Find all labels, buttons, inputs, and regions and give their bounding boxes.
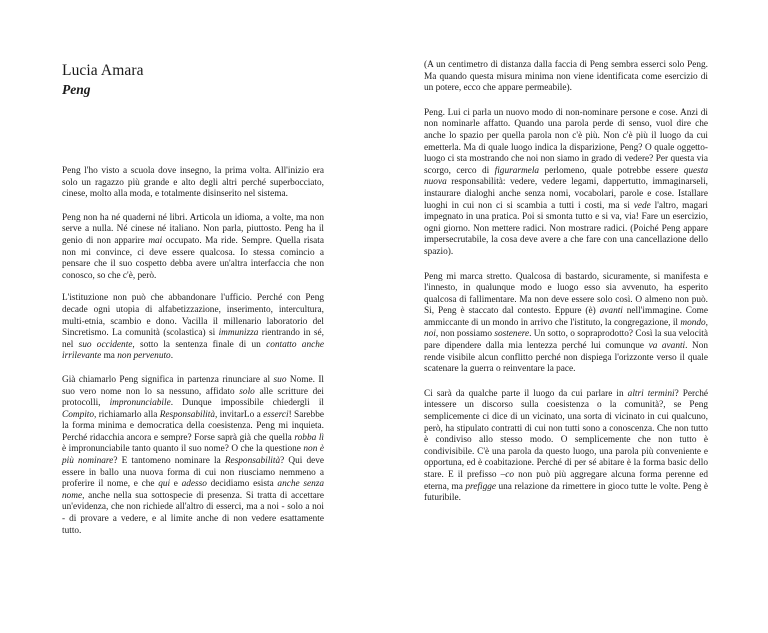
italic-run: Responsabilità: [224, 456, 281, 467]
right-paragraph-3: [424, 272, 708, 376]
text-run: L'istituzione non può che abbandonare l'ufficio. Perché con Peng decade ogni utopia di alfabetizzazione, inserimento, intercultura, multi-etnia, scambio e dono. Vacilla il millenario laboratorio del Sincretismo. La comunità (scolastica) si: [62, 293, 324, 339]
text-run: Nome. Il suo vero nome non lo sa nessuno, affidato: [62, 374, 324, 397]
italic-run: anche senza nome: [62, 479, 324, 501]
text-run: perlomeno, quale potrebbe essere: [539, 165, 684, 176]
italic-run: non pervenuto: [117, 351, 171, 362]
text-run: non può più aggregare alcuna forma perenne ed eterna, ma: [424, 470, 708, 492]
text-run: decidiamo esista: [206, 479, 278, 490]
right-page: [384, 0, 768, 633]
italic-run: suo occidente: [78, 339, 133, 350]
italic-run: robba lì: [294, 432, 324, 443]
text-run: è impronunciabile tanto quanto il suo nome? O che la questione: [62, 444, 304, 455]
text-run: ma: [101, 351, 118, 362]
text-run: . Non rende visibile alcun conflitto perché non dispiega l'orizzonte verso il quale scatenare la guerra o reinventare la pace.: [424, 341, 708, 375]
text-run: Peng non ha né quaderni né libri. Articola un idioma, a volte, ma non serve a nulla. Né cinese né italiano. Non parla, piuttosto. Peng ha il genio di non apparire: [62, 212, 324, 246]
italic-run: suo: [273, 374, 287, 385]
italic-run: esserci: [263, 409, 289, 420]
italic-run: noi: [424, 329, 436, 340]
italic-run: sostenere: [494, 329, 530, 340]
left-column-text: [62, 166, 324, 549]
text-run: .: [170, 351, 174, 362]
italic-run: adesso: [181, 479, 207, 490]
text-run: , invitarLo a: [214, 409, 264, 420]
italic-run: avanti: [599, 306, 623, 317]
text-run: una relazione da rimettere in gioco tutte le volte. Peng è futuribile.: [424, 481, 708, 504]
italic-run: non è più nominare: [62, 444, 324, 467]
text-run: Peng mi marca stretto. Qualcosa di bastardo, sicuramente, si manifesta e l'innesto, in qualunque modo e luogo esso sia avvenuto, ha esperito qualcosa di fallimentare. Ma non deve essere solo così. O almeno non può. Si, Peng è staccato dal contesto. Eppure (è): [424, 271, 708, 317]
text-run: responsabilità: vedere, vedere legami, dappertutto, immaginarseli, instaurare dialoghi anche senza nomi, vocabolari, parole e cose. Istallare luoghi in cui non ci si scambia a tutti i costi, ma si: [424, 177, 708, 211]
italic-run: vede: [633, 200, 651, 211]
italic-run: contatto anche irrilevante: [62, 339, 324, 362]
text-run: , richiamarlo alla: [94, 409, 160, 420]
text-run: . Dunque impossibile chiedergli il: [170, 398, 324, 409]
text-run: occupato. Ma ride. Sempre. Quella risata non mi convince, ci deve essere qualcosa. Io stessa comincio a pensare che il suo cospetto debba avere un'altra interfaccia che non conosco, so che c'è, però.: [62, 235, 324, 281]
italic-run: solo: [239, 386, 255, 397]
text-run: alle scritture dei protocolli,: [62, 386, 325, 409]
text-run: Peng l'ho visto a scuola dove insegno, la prima volta. All'inizio era solo un ragazzo più grande e alto degli altri perché superbocciato, cinese, molto alla moda, e totalmente disinserito nel sistema.: [62, 166, 324, 200]
text-run: , non possiamo: [435, 329, 495, 340]
text-run: , sotto la sentenza finale di un: [132, 339, 267, 350]
text-run: , anche nella sua sottospecie di presenza. Si tratta di accettare un'evidenza, che non richiede all'altro di esserci, ma a noi - solo a noi - di provare a vedere, e al limite anche di non vedere esattamente tutto.: [62, 490, 324, 536]
text-run: nell'immagine. Come ammiccante di un mondo in arrivo che l'istituto, la congregazione, il: [424, 306, 708, 328]
text-run: l'altro, magari impegnato in una pratica. Poi si smonta tutto e si va, via! Fare un esercizio, ogni giorno. Non mettere radici. Non mostrare radici. (Poiché Peng appare impersecrutabile, la cosa deve avere a che fare con una cancellazione dello spazio).: [424, 200, 708, 257]
text-run: ? E tantomeno nominare la: [113, 456, 225, 467]
essay-title: Peng: [62, 82, 91, 97]
left-paragraph-1: [62, 166, 324, 201]
italic-run: questa nuova: [424, 165, 708, 188]
italic-run: figurarmela: [494, 165, 540, 176]
italic-run: mai: [148, 235, 163, 246]
text-run: (A un centimetro di distanza dalla faccia di Peng sembra esserci solo Peng. Ma quando questa misura minima non viene identificata come esercizio di un potere, ecco che appare permeabile).: [424, 60, 708, 94]
left-paragraph-4: [62, 375, 324, 537]
left-paragraph-3: [62, 293, 324, 363]
left-paragraph-2: [62, 213, 324, 283]
right-paragraph-2: [424, 108, 708, 259]
text-run: e: [170, 479, 182, 490]
italic-run: Responsabilità: [159, 409, 215, 420]
text-run: Già chiamarlo Peng significa in partenza rinunciare al: [62, 374, 274, 385]
text-run: rientrando in sé, nel: [62, 328, 325, 350]
italic-run: va avanti: [648, 341, 686, 352]
text-run: Peng. Lui ci parla un nuovo modo di non-nominare persone e cose. Anzi di non nominarle affatto. Quando una parola perde di senso, vuol dire che anche lo spazio per quella parola non c'è più. Non c'è più il luogo da cui emetterla. Ma di quale luogo indica la disparizione, Peng? O quale oggetto-luogo ci sta mostrando che noi non siamo in grado di vedere? Per questa via scorgo, cerco di: [424, 107, 708, 176]
italic-run: altri termini: [627, 388, 675, 399]
italic-run: Compito: [62, 409, 95, 420]
italic-run: qui: [158, 479, 171, 490]
italic-run: mondo: [680, 317, 706, 328]
text-run: . Un sotto, o sopraprodotto? Così la sua velocità pare dipendere dalla mia lentezza perché lui comunque: [424, 329, 708, 352]
text-run: ! Sarebbe la forma minima e democratica della coesistenza. Peng mi inquieta. Perché ridacchia ancora e sempre? Forse saprà già che quella: [62, 409, 324, 443]
italic-run: –co: [500, 470, 515, 480]
text-run: ? Perché intessere un discorso sulla coesistenza o la comunità?, se Peng semplicemente ci dice di un vicinato, una sorta di vicinato in cui qualcuno, però, ha stipulato contratti di cui non tutti sono a conoscenza. Che non tutto è condiviso allo stesso modo. O semplicemente che non tutto è condivisibile. C'è una parola da questo luogo, una parola più conveniente e opportuna, ed è coabitazione. Perché di per sé abitare è la forma basic dello stare. E il prefisso: [424, 388, 708, 480]
author-name: Lucia Amara: [62, 62, 144, 79]
text-run: Ci sarà da qualche parte il luogo da cui parlare in: [424, 388, 628, 399]
italic-run: immunizza: [218, 328, 259, 339]
italic-run: prefigge: [465, 481, 497, 492]
right-paragraph-4: [424, 389, 708, 505]
text-run: ,: [705, 317, 708, 328]
italic-run: impronunciabile: [109, 398, 171, 409]
right-column-text: [424, 60, 708, 517]
text-run: ? Qui deve essere in ballo una nuova forma di cui non riusciamo nemmeno a proferire il nome, e che: [62, 456, 324, 490]
right-paragraph-1: [424, 60, 708, 95]
